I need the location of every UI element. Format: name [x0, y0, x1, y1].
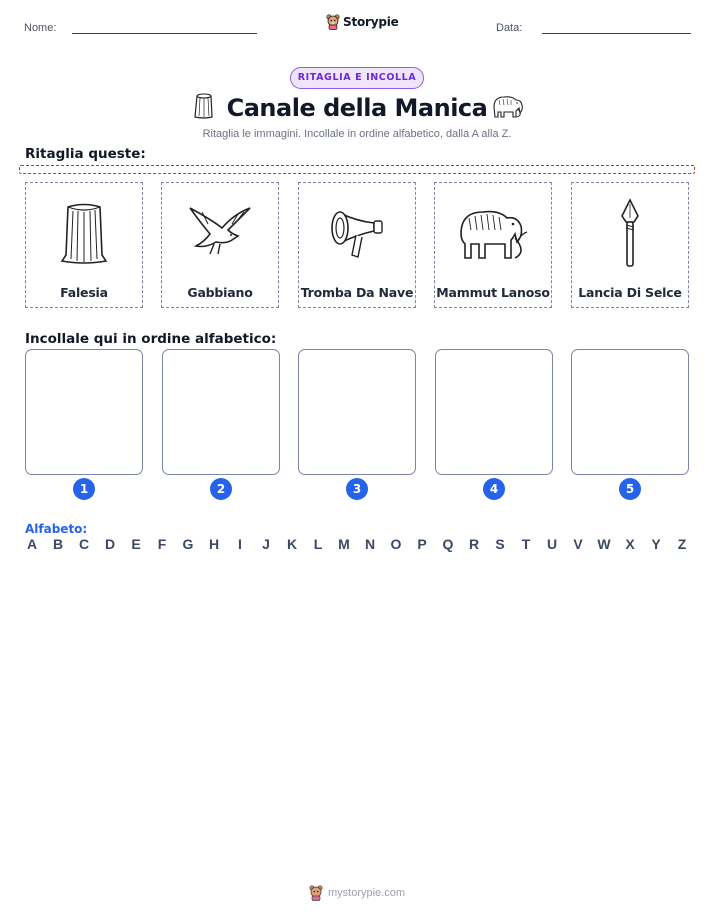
cut-card-cliff[interactable] — [25, 182, 143, 308]
footer-site: mystorypie.com — [327, 887, 406, 899]
alphabet-letter: T — [521, 536, 531, 552]
paste-box-5[interactable] — [571, 349, 689, 475]
cut-card-label: Tromba Da Nave — [300, 285, 414, 300]
paste-box-1[interactable] — [25, 349, 143, 475]
alphabet-letter: N — [364, 536, 376, 552]
mammoth-icon — [490, 93, 526, 123]
alphabet-letter: Q — [442, 536, 454, 552]
bear-mascot-icon — [326, 14, 340, 30]
alphabet-heading: Alfabeto: — [25, 522, 88, 536]
bear-mascot-icon — [309, 885, 323, 901]
cut-card-flint-spear[interactable] — [571, 182, 689, 308]
ship-horn-icon — [299, 189, 415, 279]
alphabet-letter: B — [52, 536, 64, 552]
cliff-icon — [26, 189, 142, 279]
alphabet-letter: C — [78, 536, 90, 552]
alphabet-letter: X — [625, 536, 635, 552]
cut-card-label: Gabbiano — [187, 285, 253, 300]
order-number-4: 4 — [483, 478, 505, 500]
mammoth-icon — [435, 189, 551, 279]
alphabet-letter: K — [286, 536, 298, 552]
activity-badge: RITAGLIA E INCOLLA — [290, 67, 424, 89]
seagull-icon — [162, 189, 278, 279]
alphabet-letter: J — [262, 536, 270, 552]
alphabet-letter: M — [338, 536, 350, 552]
instructions: Ritaglia le immagini. Incollale in ordine alfabetico, dalla A alla Z. — [202, 128, 512, 140]
alphabet-letter: L — [313, 536, 323, 552]
cut-card-label: Falesia — [60, 285, 108, 300]
alphabet-letter: D — [104, 536, 116, 552]
alphabet-letter: S — [495, 536, 505, 552]
cut-card-mammoth[interactable] — [434, 182, 552, 308]
alphabet-letter: F — [157, 536, 167, 552]
date-label: Data: — [496, 22, 523, 34]
order-number-1: 1 — [73, 478, 95, 500]
paste-section-heading: Incollale qui in ordine alfabetico: — [25, 331, 277, 347]
brand-name: Storypie — [343, 15, 399, 29]
alphabet-letter: Y — [651, 536, 661, 552]
cut-card-ship-horn[interactable] — [298, 182, 416, 308]
alphabet-letter: G — [182, 536, 194, 552]
paste-box-4[interactable] — [435, 349, 553, 475]
paste-box-3[interactable] — [298, 349, 416, 475]
alphabet-row — [25, 536, 689, 552]
flint-spear-icon — [572, 189, 688, 279]
date-line — [542, 33, 691, 34]
alphabet-letter: V — [573, 536, 583, 552]
alphabet-letter: O — [390, 536, 402, 552]
name-line — [72, 33, 257, 34]
alphabet-letter: E — [131, 536, 141, 552]
paste-box-2[interactable] — [162, 349, 280, 475]
order-number-3: 3 — [346, 478, 368, 500]
brand-logo — [326, 14, 399, 30]
cut-section-heading: Ritaglia queste: — [25, 146, 146, 162]
alphabet-letter: H — [208, 536, 220, 552]
cut-card-seagull[interactable] — [161, 182, 279, 308]
cut-card-label: Mammut Lanoso — [436, 285, 550, 300]
alphabet-letter: U — [546, 536, 558, 552]
alphabet-letter: A — [26, 536, 38, 552]
alphabet-letter: R — [468, 536, 480, 552]
alphabet-letter: W — [597, 536, 611, 552]
worksheet-header — [0, 14, 714, 44]
footer — [0, 885, 714, 901]
alphabet-letter: I — [238, 536, 242, 552]
order-number-2: 2 — [210, 478, 232, 500]
page-title: Canale della Manica — [226, 94, 488, 122]
name-label: Nome: — [24, 22, 57, 34]
cut-line — [19, 165, 695, 174]
alphabet-letter: P — [417, 536, 427, 552]
order-number-5: 5 — [619, 478, 641, 500]
cut-card-label: Lancia Di Selce — [578, 285, 682, 300]
title-row — [0, 92, 714, 126]
alphabet-letter: Z — [677, 536, 687, 552]
